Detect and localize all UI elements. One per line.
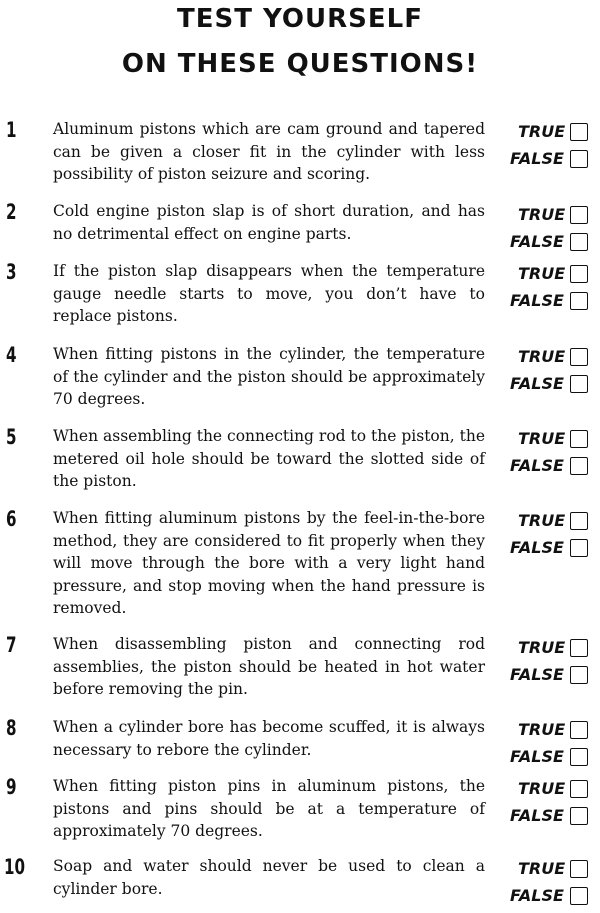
true-label: TRUE (518, 347, 566, 366)
question-number: 6 (6, 507, 17, 531)
question-number: 9 (6, 775, 17, 799)
false-checkbox[interactable] (570, 292, 588, 310)
true-checkbox[interactable] (570, 348, 588, 366)
question-text: When fitting aluminum pistons by the feel-in-the-bore method, they are considered to fit properly when they will move through the bore with a very light hand pressure, and stop moving when the hand pressure is removed. (53, 509, 485, 617)
question-text: When assembling the connecting rod to the piston, the metered oil hole should be toward the slotted side of the piston. (53, 427, 485, 490)
false-label: FALSE (510, 374, 564, 393)
true-label: TRUE (518, 429, 566, 448)
true-label: TRUE (518, 122, 566, 141)
false-label: FALSE (510, 806, 564, 825)
false-label: FALSE (510, 291, 564, 310)
false-label: FALSE (510, 149, 564, 168)
true-checkbox[interactable] (570, 721, 588, 739)
page-subtitle: ON THESE QUESTIONS! (121, 49, 479, 79)
question-text: When disassembling piston and connecting rod assemblies, the piston should be heated in hot water before removing the pin. (53, 635, 485, 698)
true-checkbox[interactable] (570, 265, 588, 283)
true-checkbox[interactable] (570, 512, 588, 530)
false-label: FALSE (510, 665, 564, 684)
question-text: When a cylinder bore has become scuffed, it is always necessary to rebore the cylinder. (53, 718, 485, 759)
false-checkbox[interactable] (570, 666, 588, 684)
false-checkbox[interactable] (570, 807, 588, 825)
true-label: TRUE (518, 859, 566, 878)
false-label: FALSE (510, 456, 564, 475)
question-text: Aluminum pistons which are cam ground and tapered can be given a closer fit in the cylinder with less possibility of piston seizure and scoring. (53, 120, 485, 183)
question-number: 1 (6, 118, 17, 142)
question-number: 10 (4, 855, 26, 879)
true-label: TRUE (518, 205, 566, 224)
true-checkbox[interactable] (570, 860, 588, 878)
true-checkbox[interactable] (570, 639, 588, 657)
true-checkbox[interactable] (570, 206, 588, 224)
false-checkbox[interactable] (570, 233, 588, 251)
false-checkbox[interactable] (570, 539, 588, 557)
false-label: FALSE (510, 232, 564, 251)
true-checkbox[interactable] (570, 430, 588, 448)
false-label: FALSE (510, 747, 564, 766)
false-checkbox[interactable] (570, 375, 588, 393)
false-label: FALSE (510, 886, 564, 905)
true-checkbox[interactable] (570, 780, 588, 798)
false-label: FALSE (510, 538, 564, 557)
question-number: 8 (6, 716, 17, 740)
question-text: When fitting piston pins in aluminum pistons, the pistons and pins should be at a temperature of approximately 70 degrees. (53, 777, 485, 840)
true-label: TRUE (518, 511, 566, 530)
true-label: TRUE (518, 779, 566, 798)
question-text: Soap and water should never be used to clean a cylinder bore. (53, 857, 485, 898)
question-number: 7 (6, 633, 17, 657)
true-label: TRUE (518, 720, 566, 739)
false-checkbox[interactable] (570, 748, 588, 766)
question-number: 5 (6, 425, 17, 449)
true-checkbox[interactable] (570, 123, 588, 141)
false-checkbox[interactable] (570, 887, 588, 905)
question-text: Cold engine piston slap is of short duration, and has no detrimental effect on engine parts. (53, 202, 485, 243)
question-text: If the piston slap disappears when the temperature gauge needle starts to move, you don’t have to replace pistons. (53, 262, 485, 325)
page-title: TEST YOURSELF (177, 4, 423, 34)
question-number: 4 (6, 343, 17, 367)
true-label: TRUE (518, 638, 566, 657)
question-number: 2 (6, 200, 17, 224)
false-checkbox[interactable] (570, 457, 588, 475)
false-checkbox[interactable] (570, 150, 588, 168)
question-number: 3 (6, 260, 17, 284)
question-text: When fitting pistons in the cylinder, the temperature of the cylinder and the piston should be approximately 70 degrees. (53, 345, 485, 408)
true-label: TRUE (518, 264, 566, 283)
